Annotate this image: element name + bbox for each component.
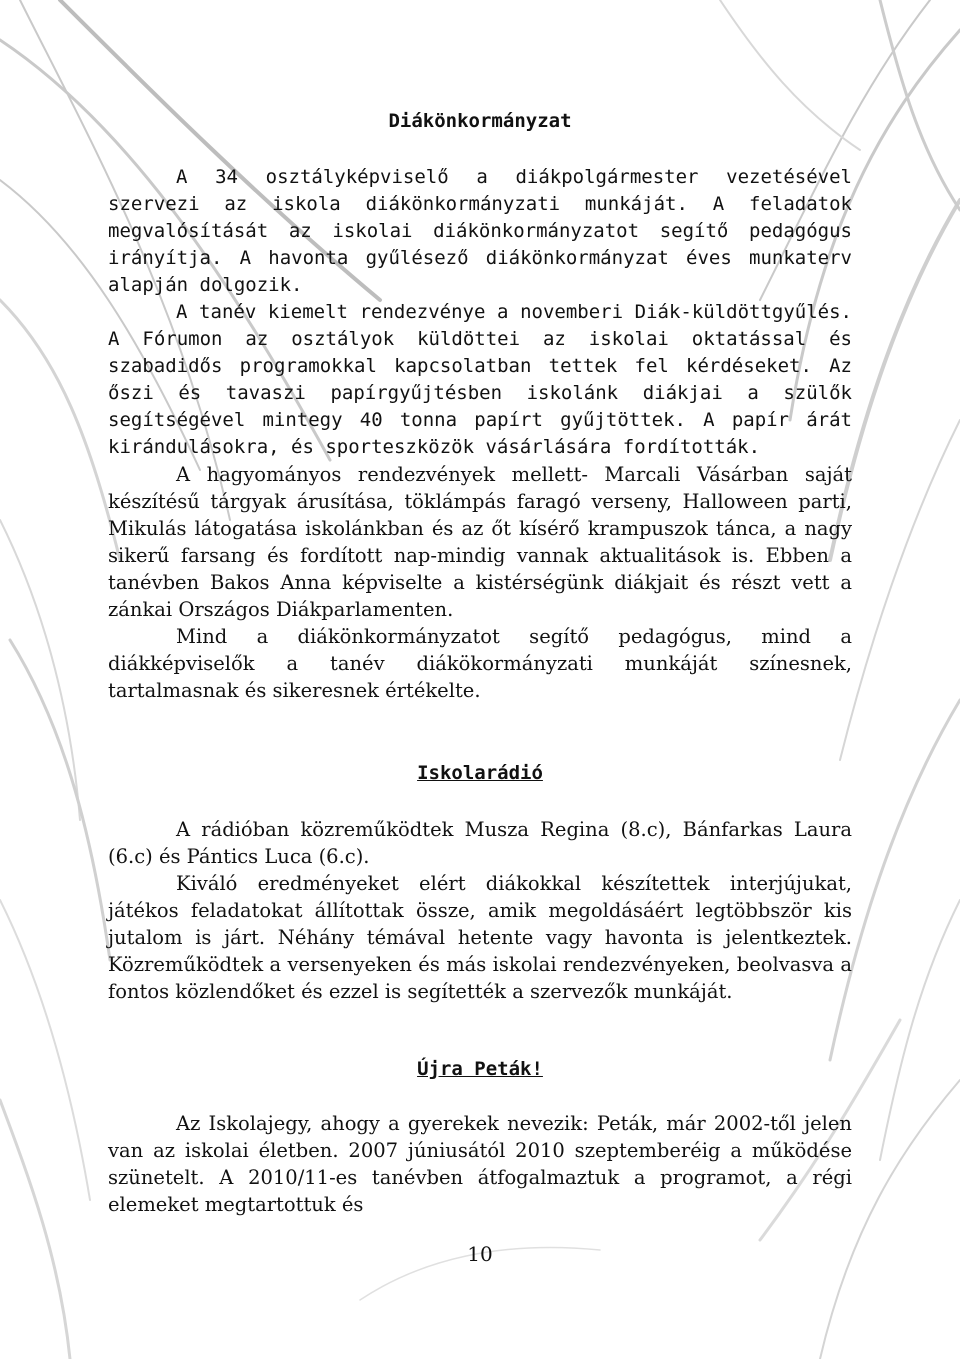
- page-number: 10: [467, 1242, 493, 1266]
- section-title-ujra-petak: Újra Peták!: [417, 1058, 543, 1080]
- section-body-diakonkormanyzat: [108, 164, 852, 704]
- paragraph: Kiváló eredményeket elért diákokkal készítettek interjújukat, játékos feladatokat állítottak össze, amik megoldásáért legtöbbször kis jutalom is járt. Néhány témával hetente vagy havonta is jelentkeztek. Közreműködtek a versenyeken és más iskolai rendezvényeken, beolvasva a fontos közlendőket és ezzel is segítették a szervezők munkáját.: [108, 872, 852, 1003]
- section-title-diakonkormanyzat: Diákönkormányzat: [388, 110, 572, 132]
- paragraph: Az Iskolajegy, ahogy a gyerekek nevezik: Peták, már 2002-től jelen van az iskolai életben. 2007 júniusától 2010 szeptemberéig a működése szünetelt. A 2010/11-es tanévben átfogalmaztuk a programot, a régi elemeket megtartottuk és: [108, 1112, 852, 1216]
- document-page: [108, 0, 852, 1359]
- paragraph: Mind a diákönkormányzatot segítő pedagógus, mind a diákképviselők a tanév diákökormányzati munkáját színesnek, tartalmasnak és sikeresnek értékelte.: [108, 625, 852, 702]
- paragraph: A hagyományos rendezvények mellett- Marcali Vásárban saját készítésű tárgyak árusítása, töklámpás faragó verseny, Halloween parti, Mikulás látogatása iskolánkban és az őt kísérő krampuszok tánca, a nagy sikerű farsang és fordított nap-mindig vannak aktualitások is. Ebben a tanévben Bakos Anna képviselte a kistérségünk diákjait és részt vett a zánkai Országos Diákparlamenten.: [108, 463, 852, 621]
- paragraph: A rádióban közreműködtek Musza Regina (8.c), Bánfarkas Laura (6.c) és Pántics Luca (6.c).: [108, 818, 852, 868]
- paragraph: A tanév kiemelt rendezvénye a novemberi Diák-küldöttgyűlés. A Fórumon az osztályok küldöttei az iskolai oktatással és szabadidős programokkal kapcsolatban tettek fel kérdéseket. Az őszi és tavaszi papírgyűjtésben iskolánk diákjai a szülők segítségével mintegy 40 tonna papírt gyűjtöttek. A papír árát kirándulásokra, és sporteszközök vásárlására fordították.: [108, 301, 852, 458]
- section-body-iskolaradio: [108, 816, 852, 1005]
- section-title-iskolaradio: Iskolarádió: [417, 762, 543, 784]
- paragraph: A 34 osztályképviselő a diákpolgármester vezetésével szervezi az iskola diákönkormányzati munkáját. A feladatok megvalósítását az iskolai diákönkormányzatot segítő pedagógus irányítja. A havonta gyűlésező diákönkormányzat éves munkaterv alapján dolgozik.: [108, 166, 852, 296]
- section-body-ujra-petak: [108, 1110, 852, 1218]
